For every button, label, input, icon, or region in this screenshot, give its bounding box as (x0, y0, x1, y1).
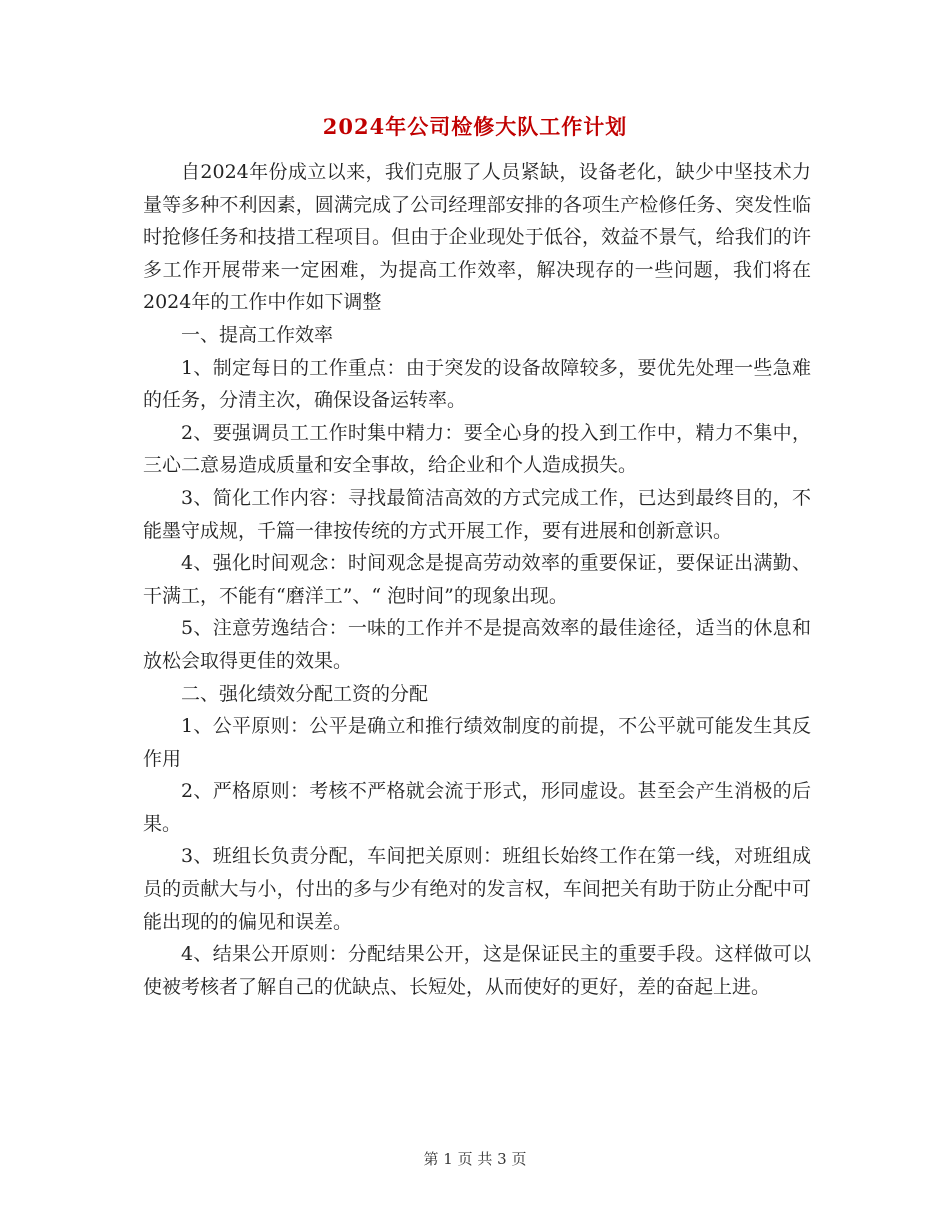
document-body (143, 156, 811, 1003)
paragraph-item: 2、严格原则：考核不严格就会流于形式，形同虚设。甚至会产生消极的后果。 (143, 780, 811, 835)
paragraph-item: 2、要强调员工工作时集中精力：要全心身的投入到工作中，精力不集中，三心二意易造成质量和安全事故，给企业和个人造成损失。 (143, 421, 811, 477)
paragraph-item: 5、注意劳逸结合：一味的工作并不是提高效率的最佳途径，适当的休息和放松会取得更佳的效果。 (143, 617, 811, 672)
section-heading-1: 一、提高工作效率 (181, 323, 334, 346)
document-title: 2024年公司检修大队工作计划 (322, 114, 628, 139)
section-heading-2: 二、强化绩效分配工资的分配 (181, 682, 429, 705)
paragraph-item: 3、简化工作内容：寻找最简洁高效的方式完成工作，已达到最终目的，不能墨守成规，千篇一律按传统的方式开展工作，要有进展和创新意识。 (143, 486, 811, 542)
paragraph-item: 1、公平原则：公平是确立和推行绩效制度的前提，不公平就可能发生其反作用 (143, 715, 811, 770)
page-number-footer: 第 1 页 共 3 页 (423, 1150, 527, 1168)
paragraph-intro: 自2024年份成立以来，我们克服了人员紧缺，设备老化，缺少中坚技术力量等多种不利因素，圆满完成了公司经理部安排的各项生产检修任务、突发性临时抢修任务和技措工程项目。但由于企业现处于低谷，效益不景气，给我们的许多工作开展带来一定困难，为提高工作效率，解决现存的一些问题，我们将在2024年的工作中作如下调整 (143, 161, 811, 314)
paragraph-item: 3、班组长负责分配，车间把关原则：班组长始终工作在第一线，对班组成员的贡献大与小，付出的多与少有绝对的发言权，车间把关有助于防止分配中可能出现的的偏见和误差。 (143, 845, 811, 933)
paragraph-item: 4、结果公开原则：分配结果公开，这是保证民主的重要手段。这样做可以使被考核者了解自己的优缺点、长短处，从而使好的更好，差的奋起上进。 (143, 943, 811, 998)
paragraph-item: 1、制定每日的工作重点：由于突发的设备故障较多，要优先处理一些急难的任务，分清主次，确保设备运转率。 (143, 356, 811, 412)
paragraph-item: 4、强化时间观念：时间观念是提高劳动效率的重要保证，要保证出满勤、干满工，不能有“磨洋工”、“ 泡时间”的现象出现。 (143, 552, 811, 607)
